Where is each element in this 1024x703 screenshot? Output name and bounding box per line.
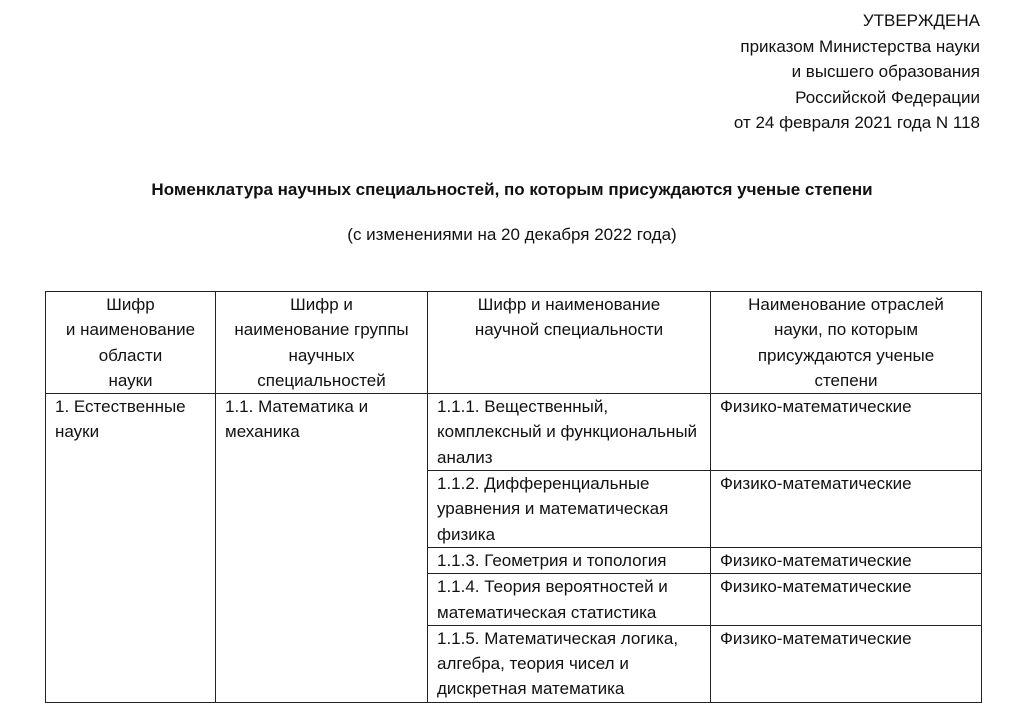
approval-line: Российской Федерации bbox=[795, 87, 980, 107]
header-line: области bbox=[98, 345, 163, 365]
header-branch bbox=[711, 292, 982, 394]
branch-cell: Физико-математические bbox=[711, 394, 982, 471]
header-line: Шифр и bbox=[290, 295, 353, 314]
approval-line: и высшего образования bbox=[791, 62, 980, 81]
approval-line: УТВЕРЖДЕНА bbox=[862, 11, 980, 30]
area-cell: 1. Естественные науки bbox=[46, 394, 216, 703]
document-subtitle: (с изменениями на 20 декабря 2022 года) bbox=[347, 225, 677, 244]
approval-line: от 24 февраля 2021 года N 118 bbox=[733, 113, 980, 132]
branch-cell: Физико-математические bbox=[711, 471, 982, 548]
header-line: специальностей bbox=[257, 370, 386, 390]
specialty-cell: 1.1.4. Теория вероятностей и математическая статистика bbox=[428, 574, 711, 626]
header-line: науки, по которым bbox=[773, 320, 919, 340]
header-line: и наименование bbox=[65, 320, 196, 340]
header-line: присуждаются ученые bbox=[757, 345, 935, 365]
header-line: научной специальности bbox=[474, 320, 664, 340]
header-line: Наименование отраслей bbox=[748, 295, 944, 314]
header-specialty bbox=[428, 292, 711, 394]
specialty-cell: 1.1.5. Математическая логика, алгебра, теория чисел и дискретная математика bbox=[428, 625, 711, 702]
header-line: наименование группы bbox=[234, 320, 409, 340]
branch-cell: Физико-математические bbox=[711, 625, 982, 702]
header-line: Шифр и наименование bbox=[477, 295, 661, 314]
header-group bbox=[216, 292, 428, 394]
group-cell: 1.1. Математика и механика bbox=[216, 394, 428, 703]
header-line: степени bbox=[814, 370, 878, 390]
header-line: науки bbox=[108, 370, 153, 390]
branch-cell: Физико-математические bbox=[711, 547, 982, 573]
header-area bbox=[46, 292, 216, 394]
document-title: Номенклатура научных специальностей, по которым присуждаются ученые степени bbox=[151, 180, 873, 199]
specialty-cell: 1.1.1. Вещественный, комплексный и функциональный анализ bbox=[428, 394, 711, 471]
header-line: Шифр bbox=[106, 295, 155, 314]
table-header-row bbox=[46, 292, 982, 394]
branch-cell: Физико-математические bbox=[711, 574, 982, 626]
specialty-cell: 1.1.3. Геометрия и топология bbox=[428, 547, 711, 573]
nomenclature-table bbox=[45, 291, 982, 703]
approval-line: приказом Министерства науки bbox=[740, 36, 980, 56]
table-row bbox=[46, 394, 982, 471]
header-line: научных bbox=[288, 345, 355, 365]
approval-stamp bbox=[734, 8, 980, 136]
specialty-cell: 1.1.2. Дифференциальные уравнения и математическая физика bbox=[428, 471, 711, 548]
